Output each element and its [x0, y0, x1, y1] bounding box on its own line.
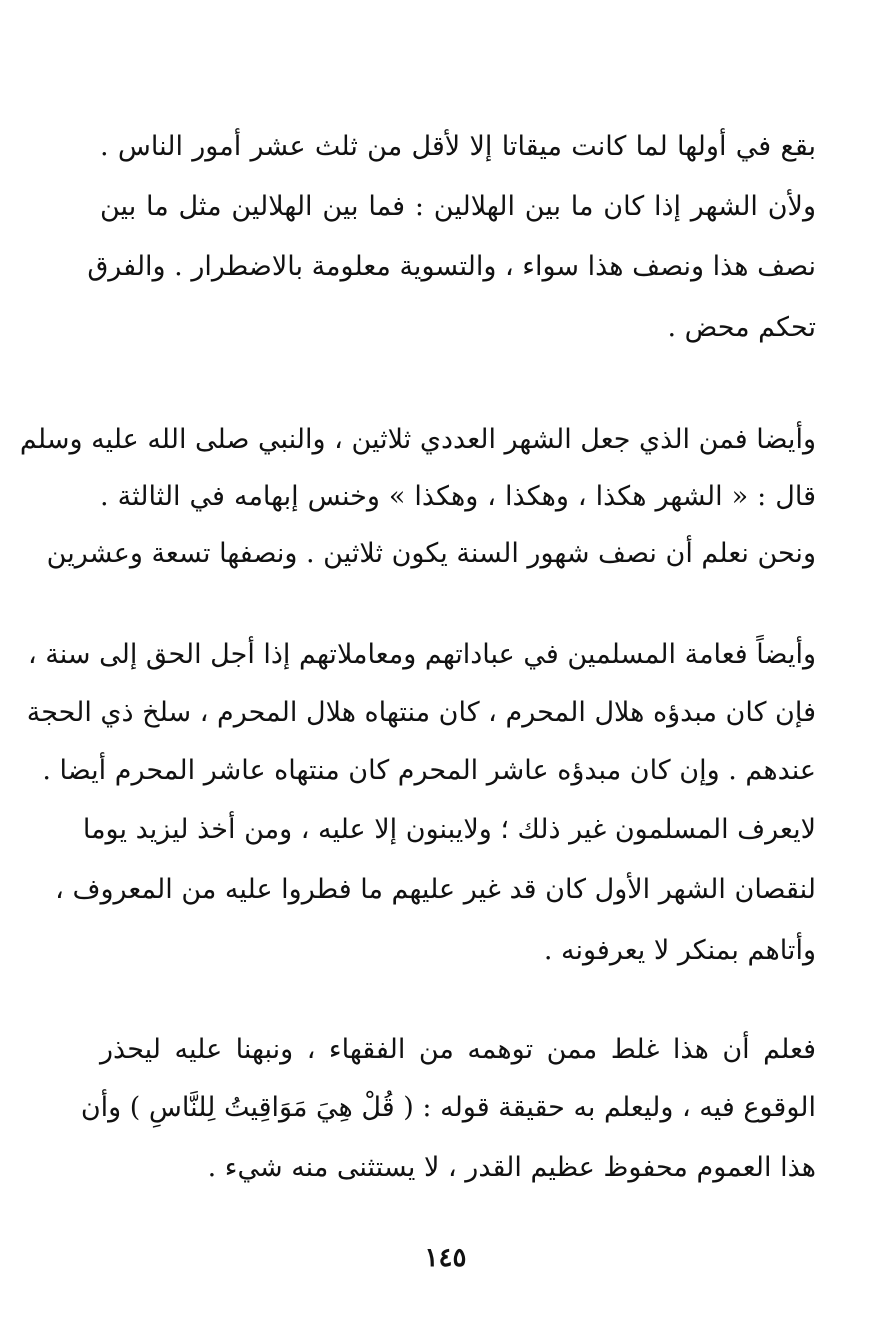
paragraph-2-line-2: قال : « الشهر هكذا ، وهكذا ، وهكذا » وخنس إبهامه في الثالثة . — [100, 481, 816, 512]
paragraph-1-line-1: بقع في أولها لما كانت ميقاتا إلا لأقل من ثلث عشر أمور الناس . — [100, 131, 816, 162]
paragraph-1-line-4: تحكم محض . — [667, 312, 816, 343]
paragraph-4-line-1: فعلم أن هذا غلط ممن توهمه من الفقهاء ، ونبهنا عليه ليحذر — [100, 1034, 816, 1065]
paragraph-3-line-5: لنقصان الشهر الأول كان قد غير عليهم ما فطروا عليه من المعروف ، — [55, 874, 816, 905]
paragraph-1-line-2: ولأن الشهر إذا كان ما بين الهلالين : فما بين الهلالين مثل ما بين — [100, 191, 816, 222]
paragraph-4-line-3: هذا العموم محفوظ عظيم القدر ، لا يستثنى منه شيء . — [207, 1152, 816, 1183]
paragraph-3-line-4: لايعرف المسلمون غير ذلك ؛ ولايبنون إلا عليه ، ومن أخذ ليزيد يوما — [82, 814, 816, 845]
paragraph-3-line-1: وأيضاً فعامة المسلمين في عباداتهم ومعاملاتهم إذا أجل الحق إلى سنة ، — [27, 639, 816, 670]
paragraph-3-line-3: عندهم . وإن كان مبدؤه عاشر المحرم كان منتهاه عاشر المحرم أيضا . — [42, 755, 816, 786]
paragraph-4-line-2: الوقوع فيه ، وليعلم به حقيقة قوله : ( قُلْ هِيَ مَوَاقِيتُ لِلنَّاسِ ) وأن — [80, 1092, 816, 1123]
paragraph-1-line-3: نصف هذا ونصف هذا سواء ، والتسوية معلومة بالاضطرار . والفرق — [87, 251, 816, 282]
paragraph-2-line-3: ونحن نعلم أن نصف شهور السنة يكون ثلاثين . ونصفها تسعة وعشرين — [46, 538, 816, 569]
page-number: ١٤٥ — [424, 1243, 467, 1273]
paragraph-3-line-6: وأتاهم بمنكر لا يعرفونه . — [543, 935, 816, 966]
paragraph-2-line-1: وأيضا فمن الذي جعل الشهر العددي ثلاثين ، والنبي صلى الله عليه وسلم — [19, 424, 816, 455]
paragraph-3-line-2: فإن كان مبدؤه هلال المحرم ، كان منتهاه هلال المحرم ، سلخ ذي الحجة — [26, 697, 816, 728]
